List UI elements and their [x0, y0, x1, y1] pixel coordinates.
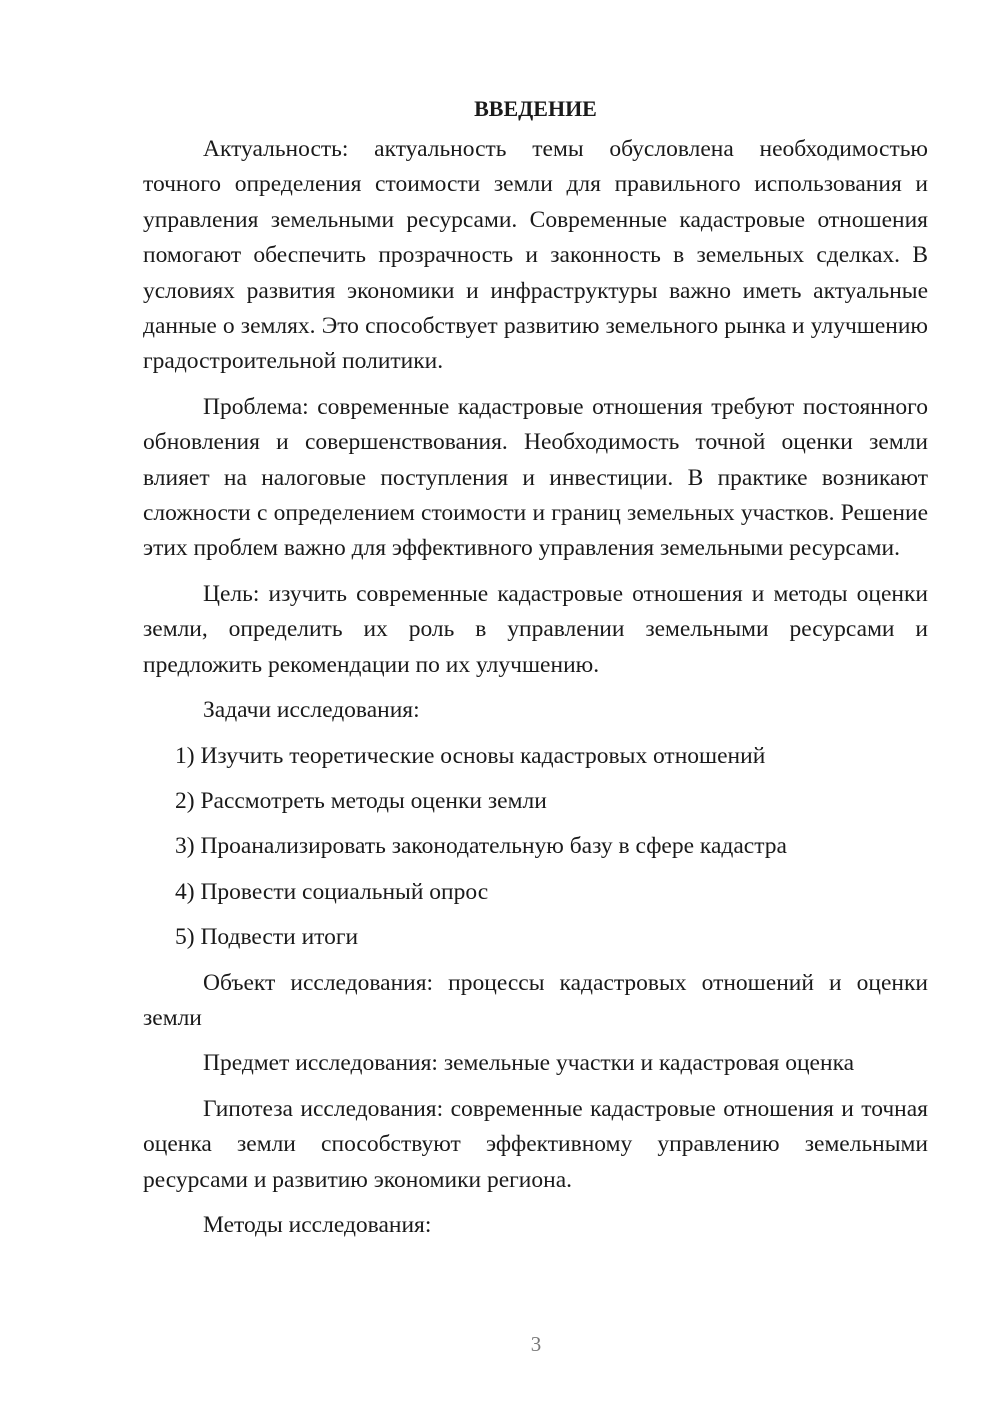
list-item: 1) Изучить теоретические основы кадастровых отношений — [175, 742, 766, 769]
paragraph-hypothesis: Гипотеза исследования: современные кадастровые отношения и точная оценка земли способствуют эффективному управлению земельными ресурсами и развитию экономики региона. — [143, 1095, 928, 1193]
tasks-list — [143, 739, 928, 956]
list-item: 4) Провести социальный опрос — [175, 878, 489, 905]
list-item: 5) Подвести итоги — [175, 924, 359, 951]
list-item: 2) Рассмотреть методы оценки земли — [175, 787, 547, 814]
paragraph-object: Объект исследования: процессы кадастровых отношений и оценки земли — [143, 969, 928, 1031]
paragraph-problem: Проблема: современные кадастровые отношения требуют постоянного обновления и совершенствования. Необходимость точной оценки земли влияет на налоговые поступления и инвестиции. В практике возникают сложности с определением стоимости и границ земельных участков. Решение этих проблем важно для эффективного управления земельными ресурсами. — [143, 393, 928, 562]
paragraph-methods: Методы исследования: — [203, 1211, 432, 1238]
page-content — [143, 94, 928, 1253]
list-item: 3) Проанализировать законодательную базу в сфере кадастра — [175, 833, 787, 860]
paragraph-tasks-title: Задачи исследования: — [203, 697, 420, 724]
paragraph-goal: Цель: изучить современные кадастровые отношения и методы оценки земли, определить их роль в управлении земельными ресурсами и предложить рекомендации по их улучшению. — [143, 580, 928, 678]
section-heading: ВВЕДЕНИЕ — [474, 96, 597, 121]
page-number: 3 — [530, 1332, 542, 1356]
paragraph-subject: Предмет исследования: земельные участки и кадастровая оценка — [203, 1050, 855, 1077]
paragraph-relevance: Актуальность: актуальность темы обусловлена необходимостью точного определения стоимости земли для правильного использования и управления земельными ресурсами. Современные кадастровые отношения помогают обеспечить прозрачность и законность в земельных сделках. В условиях развития экономики и инфраструктуры важно иметь актуальные данные о землях. Это способствует развитию земельного рынка и улучшению градостроительной политики. — [143, 136, 928, 375]
